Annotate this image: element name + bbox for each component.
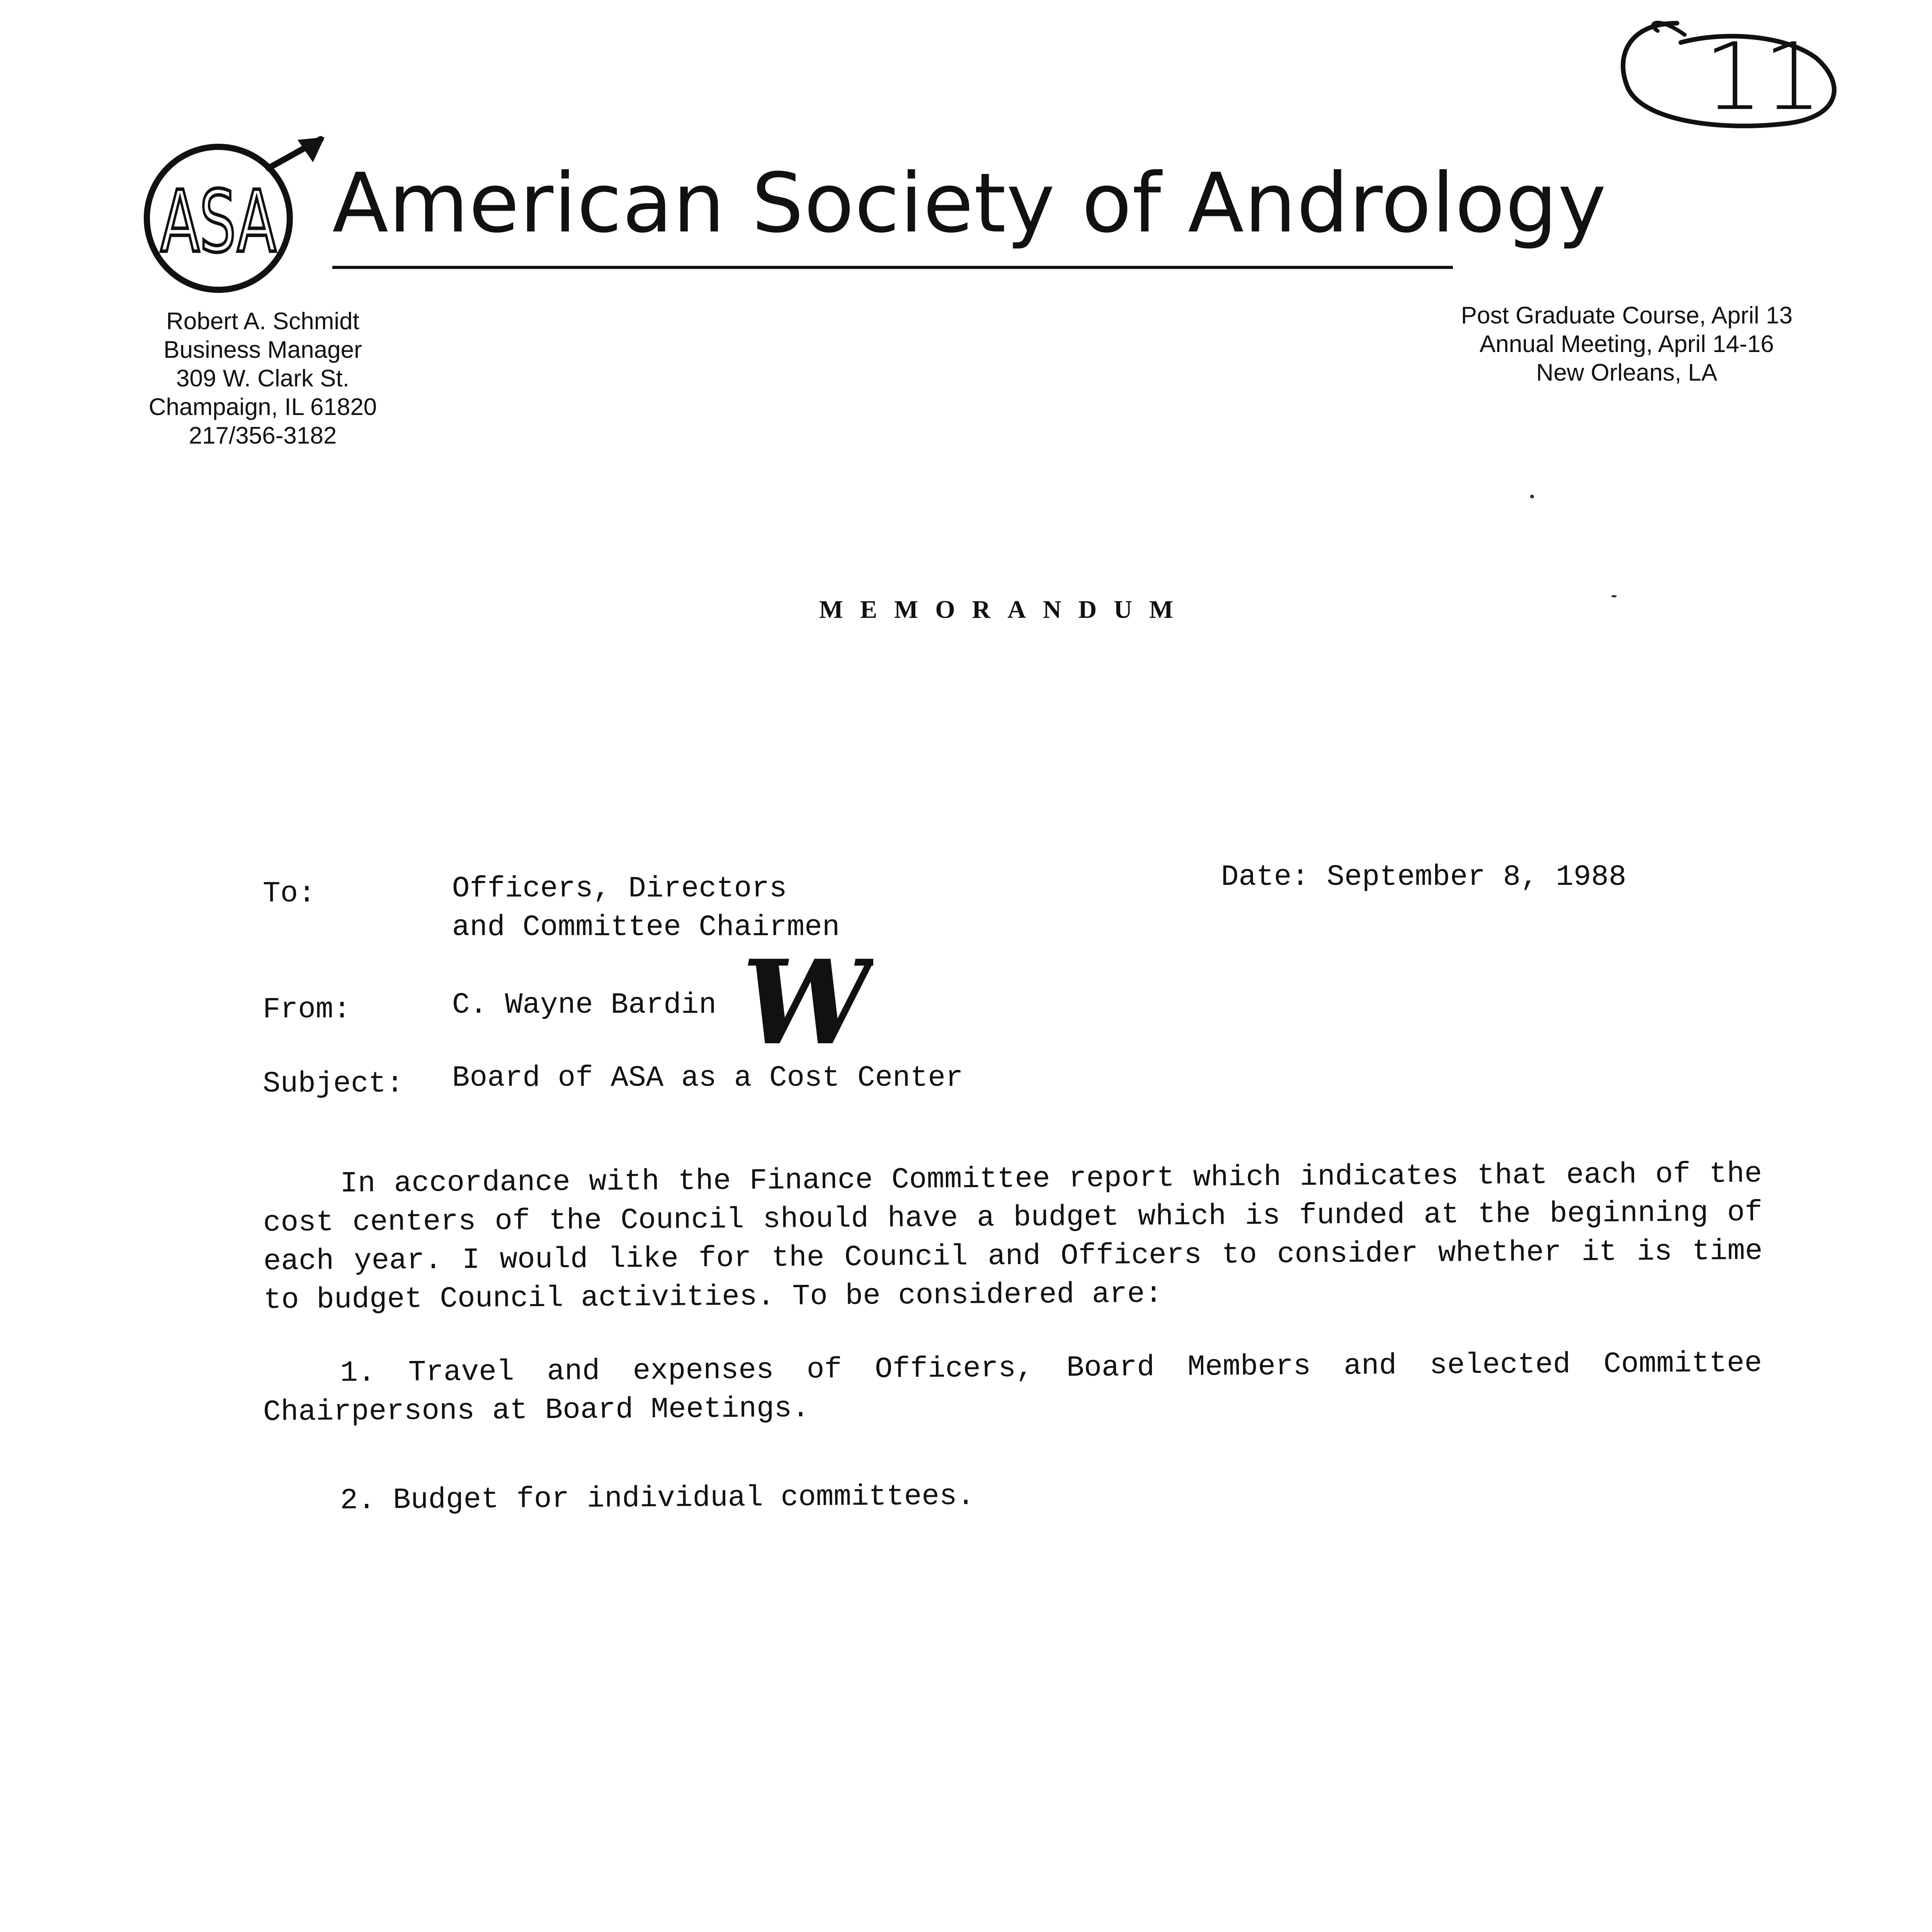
address-line: Champaign, IL 61820 [148, 394, 377, 420]
memo-title: MEMORANDUM [819, 595, 1190, 624]
address-line: 309 W. Clark St. [176, 365, 349, 392]
to-recipients-line: Officers, Directors [452, 872, 787, 905]
address-line: 217/356-3182 [189, 422, 337, 449]
memo-date: Date: September 8, 1988 [1221, 861, 1626, 894]
subject-text: Board of ASA as a Cost Center [452, 1061, 963, 1095]
asa-logo [143, 135, 336, 298]
to-label: To: [263, 877, 316, 910]
meeting-line: Annual Meeting, April 14-16 [1480, 331, 1774, 357]
initial-text: W [742, 939, 872, 1063]
business-manager-address [116, 307, 410, 450]
meeting-info [1406, 301, 1847, 387]
to-recipients-line: and Committee Chairmen [452, 911, 840, 944]
handwritten-page-number [1600, 8, 1847, 139]
meeting-line: Post Graduate Course, April 13 [1461, 302, 1793, 329]
page-number-text: 11 [1704, 23, 1822, 131]
scan-speck [1611, 595, 1617, 597]
subject-label: Subject: [263, 1067, 404, 1100]
letterhead-rule [332, 266, 1453, 269]
intro-paragraph: In accordance with the Finance Committee report which indicates that each of the cost centers of the Council should have a budget which is funded at the beginning of each year. I would like for the Council and Officers to consider whether it is time to budget Council activities. To be considered are: [263, 1157, 1763, 1317]
scan-speck [1530, 495, 1534, 498]
address-line: Robert A. Schmidt [166, 308, 359, 335]
handwritten-initial [734, 939, 873, 1063]
from-label: From: [263, 993, 351, 1026]
org-name: American Society of Andrology [332, 155, 1607, 251]
address-line: Business Manager [163, 337, 362, 363]
meeting-line: New Orleans, LA [1536, 359, 1718, 386]
list-item: 1. Travel and expenses of Officers, Board Members and selected Committee Chairpersons at Board Meetings. [263, 1346, 1762, 1429]
logo-text: ASA [160, 172, 276, 271]
from-name: C. Wayne Bardin [452, 988, 717, 1022]
list-item: 2. Budget for individual committees. [340, 1480, 975, 1517]
